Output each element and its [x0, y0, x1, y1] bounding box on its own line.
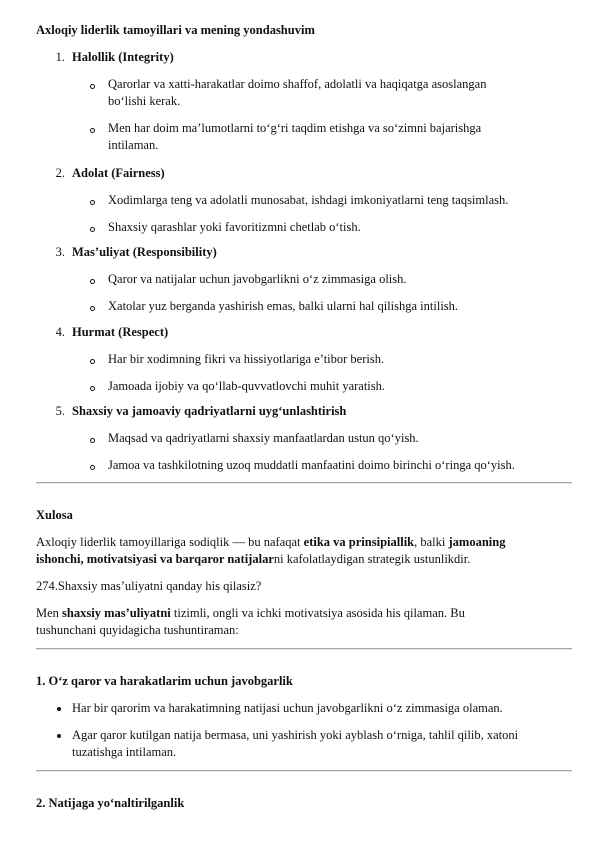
principle-heading: Mas’uliyat (Responsibility): [72, 245, 217, 259]
horizontal-divider: [36, 648, 572, 650]
list-item-continuation: tuzatishga intilaman.: [72, 745, 177, 759]
circle-bullet-icon: [90, 359, 95, 364]
summary-text: Axloqiy liderlik tamoyillariga sodiqlik — bu nafaqat: [36, 535, 304, 549]
circle-bullet-icon: [90, 227, 95, 232]
list-number: 1.: [55, 50, 65, 64]
section-heading: 2. Natijaga yo‘naltirilganlik: [36, 796, 185, 810]
list-number: 3.: [55, 245, 65, 259]
list-item-continuation: intilaman.: [108, 138, 159, 152]
list-item: Har bir xodimning fikri va hissiyotlariga e’tibor berish.: [108, 352, 385, 366]
principle-heading: Adolat (Fairness): [72, 166, 165, 180]
list-item: Xodimlarga teng va adolatli munosabat, ishdagi imkoniyatlarni teng taqsimlash.: [108, 193, 509, 207]
horizontal-divider: [36, 482, 572, 484]
list-item: Qarorlar va xatti-harakatlar doimo shaffof, adolatli va haqiqatga asoslangan: [108, 77, 487, 91]
list-item: Xatolar yuz berganda yashirish emas, balki ularni hal qilishga intilish.: [108, 299, 459, 313]
list-item: Maqsad va qadriyatlarni shaxsiy manfaatlardan ustun qo‘yish.: [108, 431, 419, 445]
principle-heading: Shaxsiy va jamoaviy qadriyatlarni uyg‘unlashtirish: [72, 404, 347, 418]
circle-bullet-icon: [90, 438, 95, 443]
summary-text: , balki: [414, 535, 449, 549]
circle-bullet-icon: [90, 465, 95, 470]
answer-text: tizimli, ongli va ichki motivatsiya asosida his qilaman. Bu: [170, 606, 465, 620]
principle-heading: Halollik (Integrity): [72, 50, 174, 64]
circle-bullet-icon: [90, 386, 95, 391]
list-number: 2.: [55, 166, 65, 180]
circle-bullet-icon: [90, 306, 95, 311]
summary-paragraph-line: [36, 552, 470, 567]
summary-heading: Xulosa: [36, 508, 73, 522]
circle-bullet-icon: [90, 128, 95, 133]
bullet-dot-icon: [57, 734, 61, 738]
answer-paragraph-line: [36, 606, 465, 621]
list-item: Shaxsiy qarashlar yoki favoritizmni chetlab o‘tish.: [108, 220, 361, 234]
list-item: Jamoa va tashkilotning uzoq muddatli manfaatini doimo birinchi o‘ringa qo‘yish.: [108, 458, 515, 472]
horizontal-divider: [36, 770, 572, 772]
list-item-continuation: bo‘lishi kerak.: [108, 94, 181, 108]
summary-emphasis: ishonchi, motivatsiyasi va barqaror natijalar: [36, 552, 274, 566]
summary-paragraph-line: [36, 535, 505, 550]
summary-emphasis: etika va prinsipiallik: [303, 535, 415, 549]
list-item: Men har doim ma’lumotlarni to‘g‘ri taqdim etishga va so‘zimni bajarishga: [108, 121, 482, 135]
answer-text: Men: [36, 606, 63, 620]
summary-emphasis: jamoaning: [448, 535, 506, 549]
list-item: Jamoada ijobiy va qo‘llab-quvvatlovchi muhit yaratish.: [108, 379, 386, 393]
circle-bullet-icon: [90, 279, 95, 284]
list-number: 4.: [55, 325, 65, 339]
circle-bullet-icon: [90, 200, 95, 205]
list-number: 5.: [55, 404, 65, 418]
principle-heading: Hurmat (Respect): [72, 325, 169, 339]
list-item: Qaror va natijalar uchun javobgarlikni o‘z zimmasiga olish.: [108, 272, 407, 286]
answer-emphasis: shaxsiy mas’uliyatni: [62, 606, 171, 620]
document-title: Axloqiy liderlik tamoyillari va mening yondashuvim: [36, 23, 315, 37]
list-item: Agar qaror kutilgan natija bermasa, uni yashirish yoki ayblash o‘rniga, tahlil qilib, xatoni: [72, 728, 519, 742]
list-item: Har bir qarorim va harakatimning natijasi uchun javobgarlikni o‘z zimmasiga olaman.: [72, 701, 503, 715]
answer-paragraph-line: tushunchani quyidagicha tushuntiraman:: [36, 623, 239, 637]
circle-bullet-icon: [90, 84, 95, 89]
section-heading: 1. O‘z qaror va harakatlarim uchun javobgarlik: [36, 674, 293, 688]
summary-text: ni kafolatlaydigan strategik ustunlikdir.: [273, 552, 471, 566]
bullet-dot-icon: [57, 707, 61, 711]
question-line: 274.Shaxsiy mas’uliyatni qanday his qilasiz?: [36, 579, 262, 593]
